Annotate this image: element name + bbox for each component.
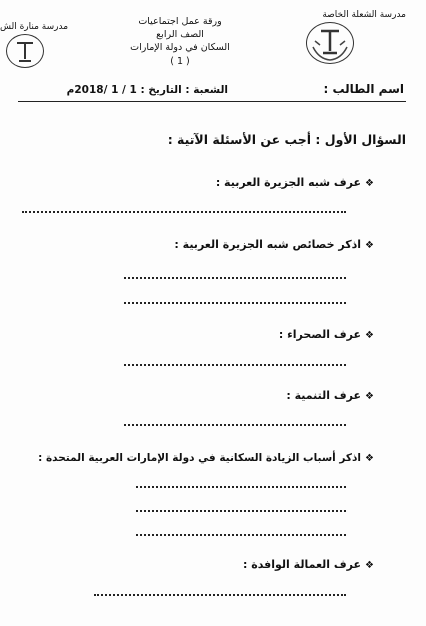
question-text: عرف شبه الجزيرة العربية : (215, 176, 362, 189)
student-name-label: اسم الطالب : (323, 82, 404, 96)
answer-line (136, 486, 346, 488)
question-text: عرف العمالة الوافدة : (242, 558, 362, 571)
bullet-icon: ❖ (365, 560, 374, 571)
question-2 (174, 238, 374, 251)
school-logo-left (6, 34, 44, 68)
section-date-label: الشعبة : التاريخ : 1 / 1 /2018م (66, 84, 228, 96)
bullet-icon: ❖ (365, 453, 374, 464)
question-3 (279, 328, 374, 341)
answer-line (124, 302, 346, 304)
school-name-left: مدرسة منارة الش (0, 22, 69, 32)
answer-line (124, 277, 346, 279)
answer-line (94, 594, 346, 596)
answer-line (124, 424, 346, 426)
question-text: اذكر أسباب الزيادة السكانية في دولة الإمارات العربية المتحدة : (38, 452, 362, 464)
question-text: عرف التنمية : (286, 389, 362, 402)
header-divider (18, 101, 406, 102)
question-4 (286, 389, 374, 402)
question-5 (38, 452, 374, 464)
answer-line (136, 534, 346, 536)
grade-label: الصف الرابع (156, 29, 204, 40)
bullet-icon: ❖ (365, 391, 374, 402)
question-text: اذكر خصائص شبه الجزيرة العربية : (174, 238, 362, 251)
answer-line (136, 510, 346, 512)
answer-line (124, 364, 346, 366)
bullet-icon: ❖ (365, 178, 374, 189)
lesson-title: السكان في دولة الإمارات (130, 42, 230, 53)
school-logo-right (306, 22, 354, 64)
sheet-number: ( 1 ) (170, 56, 190, 67)
question-1 (216, 176, 374, 189)
worksheet-title: ورقة عمل اجتماعيات (138, 16, 222, 27)
bullet-icon: ❖ (365, 330, 374, 341)
section-title: السؤال الأول : أجب عن الأسئلة الآتية : (167, 132, 406, 147)
question-6 (243, 558, 374, 571)
question-text: عرف الصحراء : (278, 328, 362, 341)
bullet-icon: ❖ (365, 240, 374, 251)
school-name-right: مدرسة الشعلة الخاصة (322, 10, 406, 20)
answer-line (22, 211, 346, 213)
